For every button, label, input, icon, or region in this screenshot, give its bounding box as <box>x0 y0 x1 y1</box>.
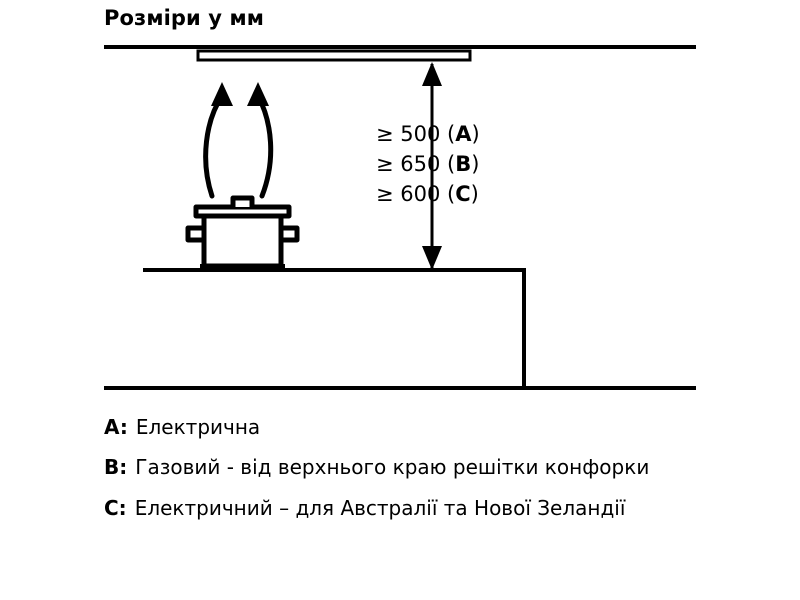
legend <box>104 415 744 536</box>
legend-key-b: B: <box>104 455 128 480</box>
legend-text-c: Електричний – для Австралії та Нової Зеландії <box>134 495 626 520</box>
legend-item-c <box>104 496 744 520</box>
dimension-label-b: ≥ 650 (B) <box>376 151 480 176</box>
legend-text-b: Газовий - від верхнього краю решітки конфорки <box>135 455 650 480</box>
legend-key-a: A: <box>104 415 128 439</box>
legend-text-a: Електрична <box>135 415 261 439</box>
extraction-arrows <box>206 96 271 196</box>
dimension-label-a: ≥ 500 (A) <box>376 122 480 146</box>
legend-item-a <box>104 415 744 439</box>
dimension-label-c: ≥ 600 (C) <box>376 181 479 206</box>
counter-block <box>143 270 524 388</box>
legend-item-b <box>104 455 744 479</box>
page-title: Розміри у мм <box>104 6 264 30</box>
cooking-pot <box>188 198 297 266</box>
legend-key-c: C: <box>104 495 127 520</box>
dimension-labels <box>376 120 480 209</box>
extraction-arrowheads <box>211 82 269 106</box>
hood-body <box>198 51 470 60</box>
